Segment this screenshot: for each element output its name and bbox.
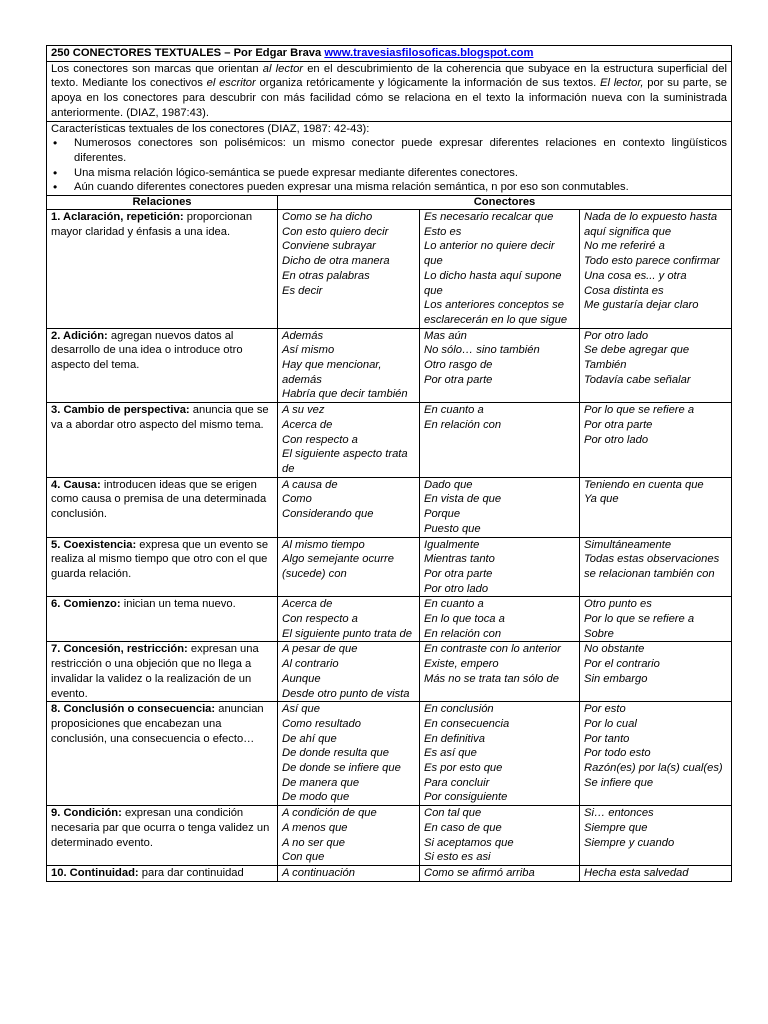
connectors-cell — [278, 865, 420, 881]
connector-phrase: De ahí que — [282, 732, 337, 745]
connector-phrase: Hay que mencionar, además — [282, 359, 382, 386]
connector-phrase: En cuanto a — [424, 404, 484, 417]
relation-name: 9. Condición: — [51, 807, 122, 820]
connector-phrase: Con respecto a — [282, 433, 358, 446]
connector-phrase: A su vez — [282, 404, 325, 417]
intro-emphasis: al lector — [262, 62, 304, 75]
relation-description: agregan nuevos datos al desarrollo de una idea o introduce otro aspecto del tema. — [51, 329, 243, 372]
relation-cell — [47, 597, 278, 642]
connector-phrase: Por lo cual — [584, 717, 637, 730]
characteristics-list — [51, 136, 727, 195]
connector-phrase: A continuación — [282, 866, 355, 879]
connector-phrase: También — [584, 359, 627, 372]
connector-phrase: Todavía cabe señalar — [584, 373, 691, 386]
connectors-cell — [580, 537, 732, 597]
relation-cell — [47, 642, 278, 702]
connector-phrase: Habría que decir también — [282, 388, 408, 401]
relation-row — [47, 328, 732, 403]
connector-phrase: El siguiente punto trata de — [282, 627, 412, 640]
connector-phrase: Hecha esta salvedad — [584, 866, 689, 879]
connector-phrase: En relación con — [424, 418, 502, 431]
connector-phrase: Es decir — [282, 284, 323, 297]
relation-cell — [47, 403, 278, 478]
connector-phrase: En lo que toca a — [424, 613, 505, 626]
connectors-cell — [580, 597, 732, 642]
connector-phrase: Dado que — [424, 478, 473, 491]
connectors-document-table — [46, 45, 732, 882]
connector-phrase: Por tanto — [584, 732, 630, 745]
intro-row — [47, 61, 732, 121]
relation-row — [47, 597, 732, 642]
relation-row — [47, 865, 732, 881]
connectors-cell — [420, 806, 580, 866]
connector-phrase: En otras palabras — [282, 269, 370, 282]
connector-phrase: Otro punto es — [584, 598, 652, 611]
connector-phrase: Mientras tanto — [424, 553, 495, 566]
relation-cell — [47, 702, 278, 806]
intro-text: en el descubrimiento de la coherencia que subyace en la estructura superficial del texto. Mediante los conectivos — [51, 62, 727, 90]
connector-phrase: De donde resulta que — [282, 747, 389, 760]
connector-phrase: Es por esto que — [424, 762, 503, 775]
title-row — [47, 46, 732, 62]
connector-phrase: En relación con — [424, 627, 502, 640]
connector-phrase: Dicho de otra manera — [282, 255, 390, 268]
connectors-cell — [580, 210, 732, 329]
connector-phrase: De modo que — [282, 791, 350, 804]
connector-phrase: Se infiere que — [584, 776, 654, 789]
connector-phrase: Siempre que — [584, 821, 648, 834]
relation-description: expresan una condición necesaria par que ocurra o tenga validez un determinado evento. — [51, 807, 270, 849]
connector-phrase: Si aceptamos que — [424, 836, 514, 849]
connector-phrase: Por otro lado — [584, 433, 649, 446]
connector-phrase: Con que — [282, 851, 325, 864]
connector-phrase: Siempre y cuando — [584, 836, 675, 849]
connector-phrase: Así que — [282, 703, 320, 716]
connector-phrase: Todo esto parece confirmar — [584, 255, 720, 268]
connectors-cell — [420, 210, 580, 329]
relation-name: 5. Coexistencia: — [51, 538, 137, 551]
connectors-cell — [278, 642, 420, 702]
connector-phrase: Por otra parte — [424, 373, 493, 386]
connector-phrase: Al mismo tiempo — [282, 538, 365, 551]
connectors-cell — [420, 865, 580, 881]
relation-cell — [47, 210, 278, 329]
relation-description: proporcionan mayor claridad y énfasis a una idea. — [51, 211, 253, 238]
relation-name: 3. Cambio de perspectiva: — [51, 404, 190, 417]
relation-description: introducen ideas que se erigen como causa o premisa de una determinada conclusión. — [51, 478, 267, 521]
connector-phrase: Mas aún — [424, 329, 467, 342]
connector-phrase: A menos que — [282, 821, 348, 834]
connector-phrase: Sin embargo — [584, 672, 648, 685]
connector-phrase: Los anteriores conceptos se esclarecerán en lo que sigue — [424, 299, 568, 326]
relation-row — [47, 403, 732, 478]
relation-description: para dar continuidad — [138, 866, 244, 879]
relation-description: anuncian proposiciones que encabezan una conclusión, una consecuencia o efecto… — [51, 703, 264, 745]
blog-link[interactable]: www.travesiasfilosoficas.blogspot.com — [324, 47, 534, 59]
connectors-cell — [278, 477, 420, 537]
connector-phrase: Por esto — [584, 703, 626, 716]
intro-text: organiza retóricamente y lógicamente la información de sus textos. — [255, 77, 600, 90]
connector-phrase: Por lo que se refiere a — [584, 404, 695, 417]
connector-phrase: Esto es — [424, 225, 462, 238]
connector-phrase: Existe, empero — [424, 658, 499, 671]
relation-name: 8. Conclusión o consecuencia: — [51, 703, 216, 716]
title-text: 250 CONECTORES TEXTUALES – Por Edgar Brava — [51, 47, 325, 59]
connectors-cell — [278, 328, 420, 403]
connector-phrase: Con tal que — [424, 807, 482, 820]
connectors-cell — [420, 597, 580, 642]
connectors-cell — [420, 328, 580, 403]
connector-phrase: Igualmente — [424, 538, 480, 551]
connector-phrase: No obstante — [584, 643, 645, 656]
connectors-cell — [580, 477, 732, 537]
connectors-header: Conectores — [278, 196, 732, 210]
connectors-cell — [580, 702, 732, 806]
connectors-cell — [278, 702, 420, 806]
connector-phrase: Sobre — [584, 627, 614, 640]
connector-phrase: Lo dicho hasta aquí supone que — [424, 269, 562, 297]
connector-phrase: Otro rasgo de — [424, 359, 493, 372]
relation-name: 4. Causa: — [51, 478, 101, 491]
relation-row — [47, 806, 732, 866]
connector-phrase: A causa de — [282, 478, 338, 491]
connector-phrase: De manera que — [282, 776, 360, 789]
connector-phrase: Una cosa es... y otra — [584, 269, 687, 282]
connector-phrase: En caso de que — [424, 821, 502, 834]
relation-name: 6. Comienzo: — [51, 598, 121, 611]
relation-row — [47, 702, 732, 806]
connector-phrase: Nada de lo expuesto hasta aquí significa que — [584, 211, 718, 238]
characteristics-heading: Características textuales de los conectores (DIAZ, 1987: 42-43): — [51, 122, 370, 135]
connector-phrase: En cuanto a — [424, 598, 484, 611]
intro-text: por su parte, se apoya en los conectores para descubrir con más facilidad cómo se relaciona en el texto la información nueva con la suministrada anteriormente. (DIAZ, 1987:43). — [51, 77, 728, 119]
connector-phrase: En contraste con lo anterior — [424, 643, 561, 656]
connector-phrase: Además — [282, 329, 324, 342]
connectors-cell — [420, 642, 580, 702]
connectors-cell — [420, 477, 580, 537]
connector-phrase: No sólo… sino también — [424, 344, 540, 357]
characteristics-cell — [47, 121, 732, 196]
connector-phrase: Aunque — [282, 672, 321, 685]
connector-phrase: Así mismo — [282, 344, 335, 357]
connector-phrase: Acerca de — [282, 418, 333, 431]
connectors-cell — [420, 403, 580, 478]
document-title — [47, 46, 732, 62]
characteristic-item: • Una misma relación lógico-semántica se puede expresar mediante diferentes conectores. — [51, 166, 727, 181]
connector-phrase: Al contrario — [282, 658, 339, 671]
connector-phrase: A no ser que — [282, 836, 346, 849]
connectors-cell — [580, 403, 732, 478]
intro-emphasis: El lector, — [599, 77, 644, 90]
connector-phrase: Teniendo en cuenta que — [584, 478, 704, 491]
relation-row — [47, 537, 732, 597]
connector-phrase: Por el contrario — [584, 658, 660, 671]
characteristic-item: • Aún cuando diferentes conectores pueden expresar una misma relación semántica, n por eso son conmutables. — [51, 180, 727, 195]
connector-phrase: No me referiré a — [584, 240, 665, 253]
relation-cell — [47, 865, 278, 881]
connector-phrase: Como resultado — [282, 717, 361, 730]
relation-name: 7. Concesión, restricción: — [51, 643, 188, 656]
relation-description: expresan una restricción o una objeción que no llega a invalidar la validez o la realización de un evento. — [51, 643, 259, 700]
connector-phrase: Más no se trata tan sólo de — [424, 672, 559, 685]
relation-description: inician un tema nuevo. — [120, 598, 236, 611]
connector-phrase: En definitiva — [424, 732, 485, 745]
connector-phrase: Ya que — [584, 493, 619, 506]
connector-phrase: Todas estas observaciones se relacionan también con — [584, 553, 720, 580]
relation-cell — [47, 537, 278, 597]
connectors-cell — [420, 537, 580, 597]
characteristic-item: • Numerosos conectores son polisémicos: un mismo conector puede expresar diferentes relaciones en contexto lingüísticos diferentes. — [51, 136, 727, 165]
connectors-cell — [278, 403, 420, 478]
connector-phrase: Simultáneamente — [584, 538, 672, 551]
connector-phrase: Desde otro punto de vista — [282, 687, 410, 700]
connector-phrase: El siguiente aspecto trata de — [282, 448, 408, 475]
relation-description: anuncia que se va a abordar otro aspecto del mismo tema. — [51, 404, 269, 431]
relation-cell — [47, 806, 278, 866]
connector-phrase: Puesto que — [424, 522, 481, 535]
connector-phrase: Algo semejante ocurre (sucede) con — [282, 553, 394, 580]
connector-phrase: Considerando que — [282, 508, 374, 521]
characteristics-row — [47, 121, 732, 196]
connector-phrase: Porque — [424, 508, 461, 521]
connectors-cell — [278, 597, 420, 642]
connectors-cell — [278, 210, 420, 329]
connector-phrase: En consecuencia — [424, 717, 510, 730]
connector-phrase: De donde se infiere que — [282, 762, 401, 775]
connector-phrase: En conclusión — [424, 703, 494, 716]
connector-phrase: Por otro lado — [584, 329, 649, 342]
connectors-cell — [278, 537, 420, 597]
relation-row — [47, 477, 732, 537]
intro-emphasis: el escritor — [206, 77, 256, 90]
connector-phrase: A pesar de que — [282, 643, 358, 656]
connector-phrase: Cosa distinta es — [584, 284, 664, 297]
relation-description: expresa que un evento se realiza al mismo tiempo que otro con el que guarda relación. — [51, 538, 269, 580]
intro-text: Los conectores son marcas que orientan — [51, 62, 263, 75]
connector-phrase: Como se ha dicho — [282, 211, 373, 224]
connector-phrase: Como — [282, 493, 312, 506]
connector-phrase: Por consiguiente — [424, 791, 508, 804]
connector-phrase: Si esto es asi — [424, 851, 491, 864]
connectors-cell — [580, 865, 732, 881]
intro-paragraph — [47, 61, 732, 121]
connector-phrase: Por todo esto — [584, 747, 651, 760]
connector-phrase: Por otra parte — [424, 567, 493, 580]
connector-phrase: Si… entonces — [584, 807, 654, 820]
connector-phrase: Conviene subrayar — [282, 240, 376, 253]
relation-cell — [47, 328, 278, 403]
connectors-cell — [278, 806, 420, 866]
connector-phrase: A condición de que — [282, 807, 377, 820]
connector-phrase: Es así que — [424, 747, 477, 760]
connector-phrase: Es necesario recalcar que — [424, 211, 554, 224]
connectors-cell — [420, 702, 580, 806]
connector-phrase: Me gustaría dejar claro — [584, 299, 699, 312]
connector-phrase: Acerca de — [282, 598, 333, 611]
relation-cell — [47, 477, 278, 537]
connector-phrase: Para concluir — [424, 776, 490, 789]
relation-name: 10. Continuidad: — [51, 866, 139, 879]
connectors-cell — [580, 642, 732, 702]
connector-phrase: Por otra parte — [584, 418, 653, 431]
connector-phrase: Como se afirmó arriba — [424, 866, 535, 879]
relation-row — [47, 210, 732, 329]
connector-phrase: Se debe agregar que — [584, 344, 690, 357]
connector-phrase: Razón(es) por la(s) cual(es) — [584, 762, 723, 775]
column-header-row — [47, 196, 732, 210]
relation-row — [47, 642, 732, 702]
connectors-cell — [580, 328, 732, 403]
relation-name: 1. Aclaración, repetición: — [51, 211, 184, 224]
connectors-cell — [580, 806, 732, 866]
connector-phrase: Con esto quiero decir — [282, 225, 389, 238]
relation-name: 2. Adición: — [51, 329, 108, 342]
connector-phrase: En vista de que — [424, 493, 502, 506]
connector-phrase: Con respecto a — [282, 613, 358, 626]
connector-phrase: Por lo que se refiere a — [584, 613, 695, 626]
connector-phrase: Por otro lado — [424, 582, 489, 595]
connector-phrase: Lo anterior no quiere decir que — [424, 240, 555, 268]
relations-header: Relaciones — [47, 196, 278, 210]
